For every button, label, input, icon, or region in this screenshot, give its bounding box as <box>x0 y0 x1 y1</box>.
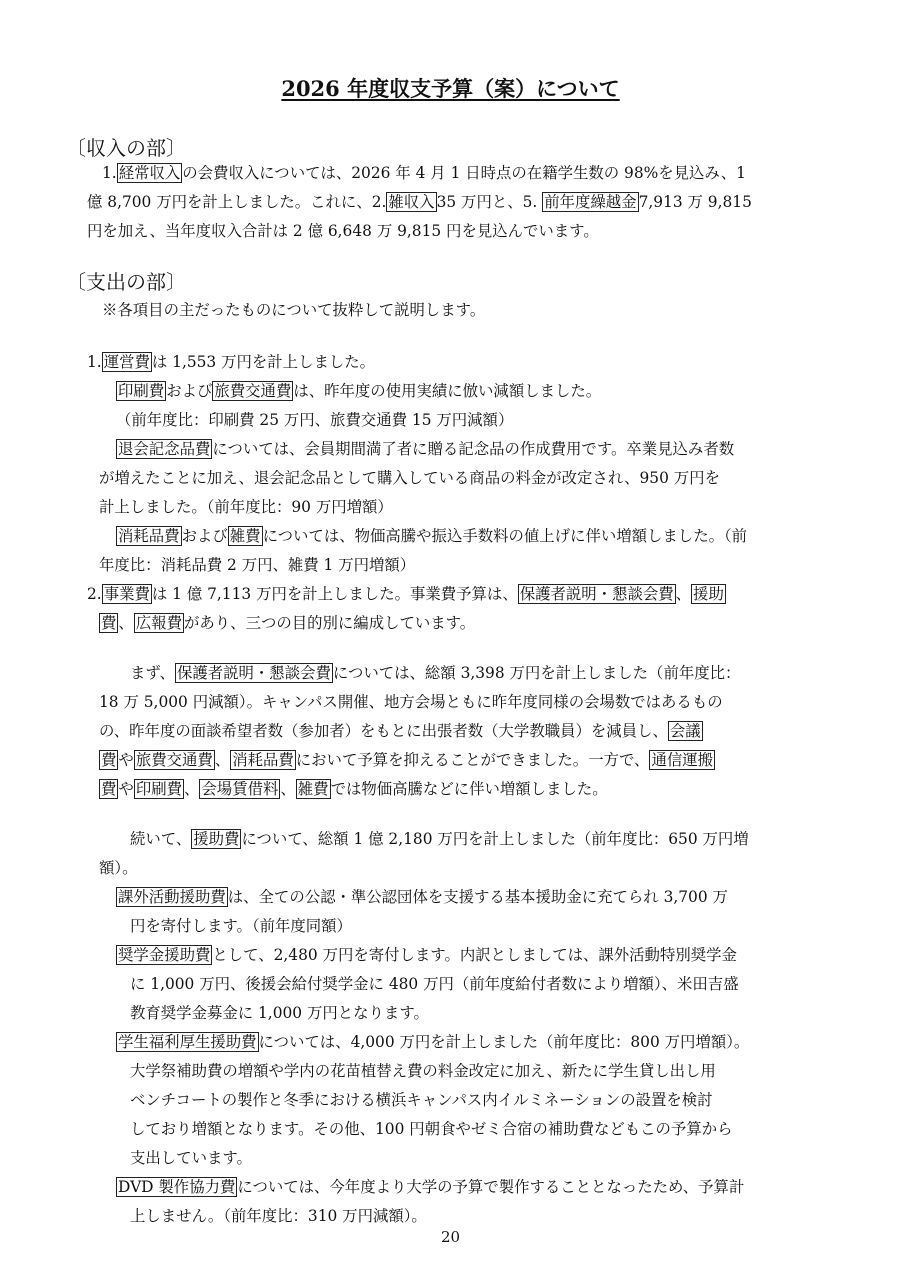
expense-line <box>130 1061 716 1081</box>
line-text: 上しません。（前年度比：310 万円減額）。 <box>130 1207 427 1225</box>
line-text: 、 <box>214 751 231 769</box>
expense-line <box>116 887 728 907</box>
boxed-term: 経常収入 <box>118 164 181 182</box>
expense-line <box>87 352 375 372</box>
expense-line <box>99 750 715 770</box>
line-text: の、昨年度の面談希望者数（参加者）をもとに出張者数（大学教職員）を減員し、 <box>99 722 668 740</box>
boxed-term: 消耗品費 <box>118 527 180 545</box>
line-text: の会費収入については、2026 年 4 月 1 日時点の在籍学生数の 98%を見込み、1 <box>182 164 746 182</box>
line-text: まず、 <box>130 664 175 682</box>
boxed-term: 雑収入 <box>388 193 435 211</box>
line-text: 1. <box>102 164 117 182</box>
line-text: については、4,000 万円を計上しました（前年度比：800 万円増額）。 <box>258 1033 750 1051</box>
line-text: について、総額 1 億 2,180 万円を計上しました（前年度比：650 万円増 <box>241 830 749 848</box>
expense-line <box>130 1206 427 1226</box>
boxed-term: 雑費 <box>229 527 261 545</box>
boxed-term: 費 <box>101 780 117 798</box>
line-text: ベンチコートの製作と冬季における横浜キャンパス内イルミネーションの設置を検討 <box>130 1091 713 1109</box>
expense-line <box>116 945 737 965</box>
line-text: として、2,480 万円を寄付します。内訳としましては、課外活動特別奨学金 <box>212 946 737 964</box>
boxed-term: 旅費交通費 <box>135 751 213 769</box>
expense-line <box>130 916 352 936</box>
line-text: や <box>118 751 134 769</box>
boxed-term: 費 <box>101 751 117 769</box>
expense-line <box>116 526 747 546</box>
expense-line <box>99 721 703 741</box>
expense-line <box>99 858 137 878</box>
line-text: （前年度比：印刷費 25 万円、旅費交通費 15 万円減額） <box>116 411 514 429</box>
expense-line <box>99 692 723 712</box>
line-text: があり、三つの目的別に編成しています。 <box>184 614 476 632</box>
line-text: 、 <box>184 780 200 798</box>
line-text: 、 <box>675 585 692 603</box>
line-text: 35 万円と、5. <box>436 193 543 211</box>
expense-line <box>116 1177 744 1197</box>
boxed-term: 保護者説明・懇談会費 <box>519 585 674 603</box>
line-text: 2. <box>87 585 102 603</box>
expense-line <box>116 1032 749 1052</box>
boxed-term: 印刷費 <box>135 780 182 798</box>
boxed-term: 費 <box>101 614 117 632</box>
line-text: しており増額となります。その他、100 円朝食やゼミ合宿の補助費などもこの予算から <box>130 1120 733 1138</box>
line-text: 教育奨学金募金に 1,000 万円となります。 <box>130 1004 429 1022</box>
line-text: では物価高騰などに伴い増額しました。 <box>330 780 608 798</box>
expense-line <box>130 1090 713 1110</box>
line-text: が増えたことに加え、退会記念品として購入している商品の料金が改定され、950 万円を <box>99 469 720 487</box>
line-text: 7,913 万 9,815 <box>638 193 752 211</box>
line-text: 1. <box>87 353 102 371</box>
expense-line <box>130 663 740 683</box>
line-text: 18 万 5,000 円減額）。キャンパス開催、地方会場ともに昨年度同様の会場数ではあるもの <box>99 693 723 711</box>
line-text: については、総額 3,398 万円を計上しました（前年度比： <box>332 664 741 682</box>
line-text: および <box>181 527 228 545</box>
line-text: ※各項目の主だったものについて抜粋して説明します。 <box>102 301 486 319</box>
boxed-term: 広報費 <box>135 614 182 632</box>
expense-line <box>102 300 485 320</box>
line-text: 円を寄付します。（前年度同額） <box>130 917 352 935</box>
line-text: 大学祭補助費の増額や学内の花苗植替え費の料金改定に加え、新たに学生貸し出し用 <box>130 1062 716 1080</box>
line-text: や <box>118 780 134 798</box>
expense-line <box>130 1119 733 1139</box>
boxed-term: 前年度繰越金 <box>544 193 637 211</box>
income-line <box>102 163 746 183</box>
line-text: 支出しています。 <box>130 1149 252 1167</box>
boxed-term: 学生福利厚生援助費 <box>118 1033 257 1051</box>
line-text: 億 8,700 万円を計上しました。これに、2. <box>87 193 387 211</box>
boxed-term: 会場賃借料 <box>201 780 279 798</box>
income-heading: 〔収入の部〕 <box>66 136 186 160</box>
page-number: 20 <box>440 1228 461 1246</box>
line-text: は 1 億 7,113 万円を計上しました。事業費予算は、 <box>151 585 518 603</box>
boxed-term: 消耗品費 <box>232 751 294 769</box>
expense-line <box>130 1148 252 1168</box>
boxed-term: 課外活動援助費 <box>118 888 226 906</box>
line-text: において予算を抑えることができました。一方で、 <box>295 751 650 769</box>
income-line <box>87 192 752 212</box>
expense-line <box>99 779 608 799</box>
boxed-term: 事業費 <box>103 585 150 603</box>
boxed-term: 雑費 <box>297 780 329 798</box>
expense-line <box>99 497 393 517</box>
line-text: は、昨年度の使用実績に倣い減額しました。 <box>293 382 602 400</box>
page-title: 2026 年度収支予算（案）について <box>281 76 620 101</box>
boxed-term: 会議 <box>669 722 701 740</box>
line-text: 額）。 <box>99 859 138 877</box>
expense-line <box>87 584 726 604</box>
boxed-term: 援助費 <box>193 830 240 848</box>
boxed-term: 印刷費 <box>118 382 165 400</box>
line-text: 続いて、 <box>130 830 192 848</box>
expense-line <box>130 829 749 849</box>
boxed-term: 保護者説明・懇談会費 <box>176 664 331 682</box>
boxed-term: 援助 <box>693 585 724 603</box>
boxed-term: DVD 製作協力費 <box>118 1178 236 1196</box>
income-line <box>87 221 599 241</box>
expense-heading: 〔支出の部〕 <box>66 270 186 294</box>
expense-line <box>130 1003 429 1023</box>
expense-line <box>116 439 734 459</box>
line-text: 円を加え、当年度収入合計は 2 億 6,648 万 9,815 円を見込んでいます。 <box>87 222 599 240</box>
boxed-term: 運営費 <box>103 353 150 371</box>
expense-line <box>116 381 601 401</box>
line-text: 、 <box>118 614 134 632</box>
expense-line <box>130 974 739 994</box>
line-text: 計上しました。（前年度比：90 万円増額） <box>99 498 393 516</box>
line-text: 、 <box>280 780 296 798</box>
boxed-term: 退会記念品費 <box>118 440 211 458</box>
line-text: については、今年度より大学の予算で製作することとなったため、予算計 <box>237 1178 745 1196</box>
line-text: に 1,000 万円、後援会給付奨学金に 480 万円（前年度給付者数により増額）、米田吉盛 <box>130 975 739 993</box>
line-text: については、会員期間満了者に贈る記念品の作成費用です。卒業見込み者数 <box>212 440 735 458</box>
line-text: については、物価高騰や振込手数料の値上げに伴い増額しました。（前 <box>262 527 748 545</box>
expense-line <box>99 555 415 575</box>
boxed-term: 旅費交通費 <box>214 382 292 400</box>
expense-line <box>99 468 720 488</box>
boxed-term: 通信運搬 <box>651 751 714 769</box>
expense-line <box>99 613 475 633</box>
line-text: および <box>166 382 213 400</box>
line-text: 年度比：消耗品費 2 万円、雑費 1 万円増額） <box>99 556 416 574</box>
expense-line <box>116 410 513 430</box>
boxed-term: 奨学金援助費 <box>118 946 211 964</box>
line-text: は 1,553 万円を計上しました。 <box>151 353 376 371</box>
line-text: は、全ての公認・準公認団体を支援する基本援助金に充てられ 3,700 万 <box>227 888 728 906</box>
